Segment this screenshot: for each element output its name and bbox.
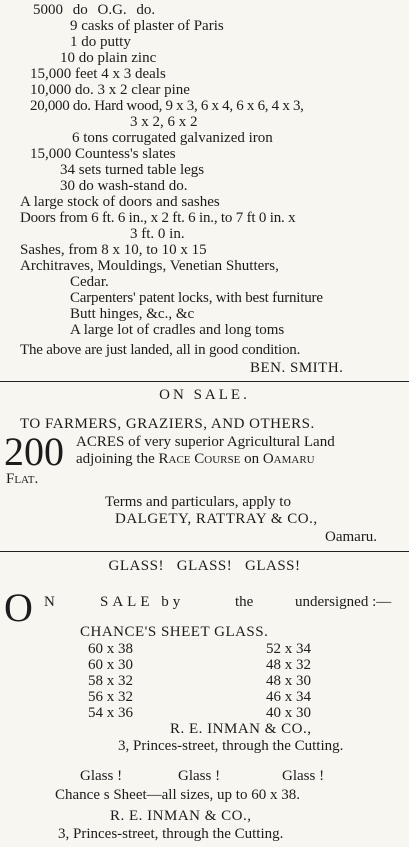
- item-line: 3 ft. 0 in.: [130, 226, 185, 242]
- size-left: 56 x 32: [88, 689, 133, 705]
- terms-line: Terms and particulars, apply to: [105, 494, 291, 510]
- text-run: on: [240, 451, 263, 467]
- signature: BEN. SMITH.: [250, 360, 344, 376]
- agent-name: DALGETY, RATTRAY & CO.,: [115, 511, 318, 527]
- firm-name: R. E. INMAN & CO.,: [170, 721, 312, 737]
- glass-word: Glass !: [282, 768, 325, 784]
- item-line: Doors from 6 ft. 6 in., x 2 ft. 6 in., to 7 ft 0 in. x: [20, 210, 296, 226]
- condition-line: The above are just landed, all in good condition.: [20, 342, 301, 358]
- sheet-line: Chance s Sheet—all sizes, up to 60 x 38.: [55, 787, 300, 803]
- firm-name: R. E. INMAN & CO.,: [110, 808, 252, 824]
- size-left: 60 x 38: [88, 641, 133, 657]
- item-line: Cedar.: [70, 274, 109, 290]
- item-line: 1 do putty: [70, 34, 131, 50]
- size-right: 48 x 32: [266, 657, 311, 673]
- item-line: Butt hinges, &c., &c: [70, 306, 195, 322]
- ad-heading: GLASS! GLASS! GLASS!: [108, 558, 301, 574]
- intro-n: N: [44, 594, 56, 610]
- item-line: A large stock of doors and sashes: [20, 194, 220, 210]
- intro-sale: SALE by: [100, 594, 185, 610]
- size-left: 60 x 30: [88, 657, 133, 673]
- size-left: 58 x 32: [88, 673, 133, 689]
- intro-rest: undersigned :—: [295, 594, 392, 610]
- ad-heading: ON SALE.: [159, 387, 250, 403]
- item-line: 15,000 feet 4 x 3 deals: [30, 66, 166, 82]
- size-right: 40 x 30: [266, 705, 311, 721]
- ad-subheading: CHANCE'S SHEET GLASS.: [80, 624, 269, 640]
- item-line: 10 do plain zinc: [60, 50, 157, 66]
- item-line: 30 do wash-stand do.: [60, 178, 188, 194]
- item-line: Sashes, from 8 x 10, to 10 x 15: [20, 242, 207, 258]
- item-line: 9 casks of plaster of Paris: [70, 18, 224, 34]
- text-run: adjoining the: [76, 451, 159, 467]
- item-line: A large lot of cradles and long toms: [70, 322, 285, 338]
- ad-line: ACRES of very superior Agricultural Land: [76, 434, 335, 450]
- drop-capital: O: [4, 585, 33, 630]
- firm-address: 3, Princes-street, through the Cutting.: [118, 738, 344, 754]
- item-line: 20,000 do. Hard wood, 9 x 3, 6 x 4, 6 x 6, 4 x 3,: [30, 98, 304, 114]
- agent-place: Oamaru.: [325, 529, 378, 545]
- item-line: 34 sets turned table legs: [60, 162, 205, 178]
- size-right: 52 x 34: [266, 641, 311, 657]
- size-right: 46 x 34: [266, 689, 311, 705]
- item-line: 6 tons corrugated galvanized iron: [72, 130, 273, 146]
- divider: [0, 551, 409, 552]
- item-line: 5000 do O.G. do.: [33, 2, 156, 18]
- glass-word: Glass !: [80, 768, 123, 784]
- item-line: 3 x 2, 6 x 2: [130, 114, 198, 130]
- size-right: 48 x 30: [266, 673, 311, 689]
- intro-the: the: [235, 594, 254, 610]
- firm-address: 3, Princes-street, through the Cutting.: [58, 826, 284, 842]
- big-number: 200: [4, 429, 64, 474]
- ad-line: [76, 451, 315, 468]
- ad-subheading: TO FARMERS, GRAZIERS, AND OTHERS.: [20, 416, 315, 432]
- flat-text: Flat.: [6, 471, 39, 487]
- place-name: Oamaru: [262, 451, 315, 467]
- divider: [0, 381, 409, 382]
- size-left: 54 x 36: [88, 705, 133, 721]
- item-line: 10,000 do. 3 x 2 clear pine: [30, 82, 190, 98]
- race-course-text: Race Course: [158, 451, 241, 467]
- item-line: 15,000 Countess's slates: [30, 146, 176, 162]
- item-line: Architraves, Mouldings, Venetian Shutters,: [20, 258, 279, 274]
- item-line: Carpenters' patent locks, with best furniture: [70, 290, 323, 306]
- glass-word: Glass !: [178, 768, 221, 784]
